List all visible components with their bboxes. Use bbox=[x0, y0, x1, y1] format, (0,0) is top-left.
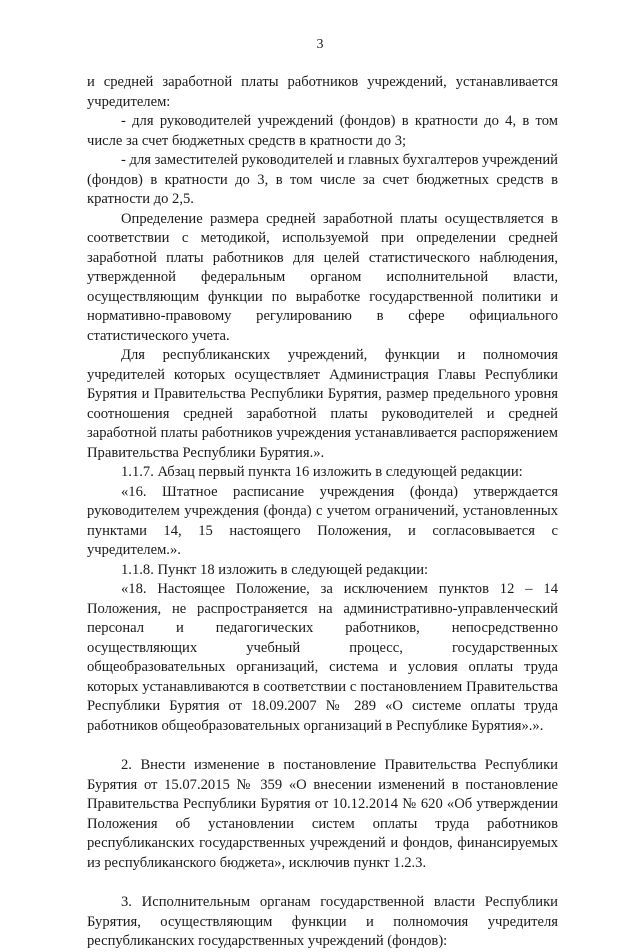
paragraph-clause-18-text: «18. Настоящее Положение, за исключением пунктов 12 – 14 Положения, не распространяется на административно-управленческий персонал и педагогических работников, непосредственно осуществляющих учебный процесс, государственных общеобразовательных организаций, система и условия оплаты труда которых устанавливаются в соответствии с постановлением Правительства Республики Бурятия от 18.09.2007 № 289 «О системе оплаты труда работников общеобразовательных организаций в Республике Бурятия».». bbox=[87, 581, 558, 734]
paragraph-list-item-deputies: - для заместителей руководителей и главных бухгалтеров учреждений (фондов) в кратности до 3, в том числе за счет бюджетных средств в кратности до 2,5. bbox=[87, 152, 558, 207]
paragraph-clause-1-1-7: 1.1.7. Абзац первый пункта 16 изложить в следующей редакции: bbox=[121, 464, 523, 480]
paragraph-list-item-heads: - для руководителей учреждений (фондов) в кратности до 4, в том числе за счет бюджетных средств в кратности до 3; bbox=[87, 113, 558, 149]
paragraph-continuation: и средней заработной платы работников учреждений, устанавливается учредителем: bbox=[87, 74, 558, 110]
paragraph-item-2: 2. Внести изменение в постановление Правительства Республики Бурятия от 15.07.2015 № 359 «О внесении изменений в постановление Правительства Республики Бурятия от 10.12.2014 № 620 «Об утверждении Положения об установлении систем оплаты труда работников республиканских государственных учреждений и фондов, финансируемых из республиканского бюджета», исключив пункт 1.2.3. bbox=[87, 757, 558, 871]
paragraph-clause-16-text: «16. Штатное расписание учреждения (фонда) утверждается руководителем учреждения (фонда) с учетом ограничений, установленных пунктами 14, 15 настоящего Положения, и согласовывается с учредителем.». bbox=[87, 483, 558, 558]
paragraph-item-3: 3. Исполнительным органам государственной власти Республики Бурятия, осуществляющим функции и полномочия учредителя республиканских государственных учреждений (фондов): bbox=[87, 894, 558, 949]
document-body bbox=[87, 73, 558, 952]
paragraph-republican-institutions: Для республиканских учреждений, функции и полномочия учредителей которых осуществляет Администрация Главы Республики Бурятия и Правительства Республики Бурятия, размер предельного уровня соотношения средней заработной платы руководителей и средней заработной платы работников учреждения устанавливается распоряжением Правительства Республики Бурятия.». bbox=[87, 347, 558, 461]
paragraph-clause-1-1-8: 1.1.8. Пункт 18 изложить в следующей редакции: bbox=[121, 561, 429, 578]
paragraph-salary-methodology: Определение размера средней заработной платы осуществляется в соответствии с методикой, используемой при определении средней заработной платы работников для целей статистического наблюдения, утвержденной федеральным органом исполнительной власти, осуществляющим функции по выработке государственной политики и нормативно-правовому регулированию в сфере официального статистического учета. bbox=[87, 210, 558, 344]
page-number: 3 bbox=[316, 37, 324, 52]
